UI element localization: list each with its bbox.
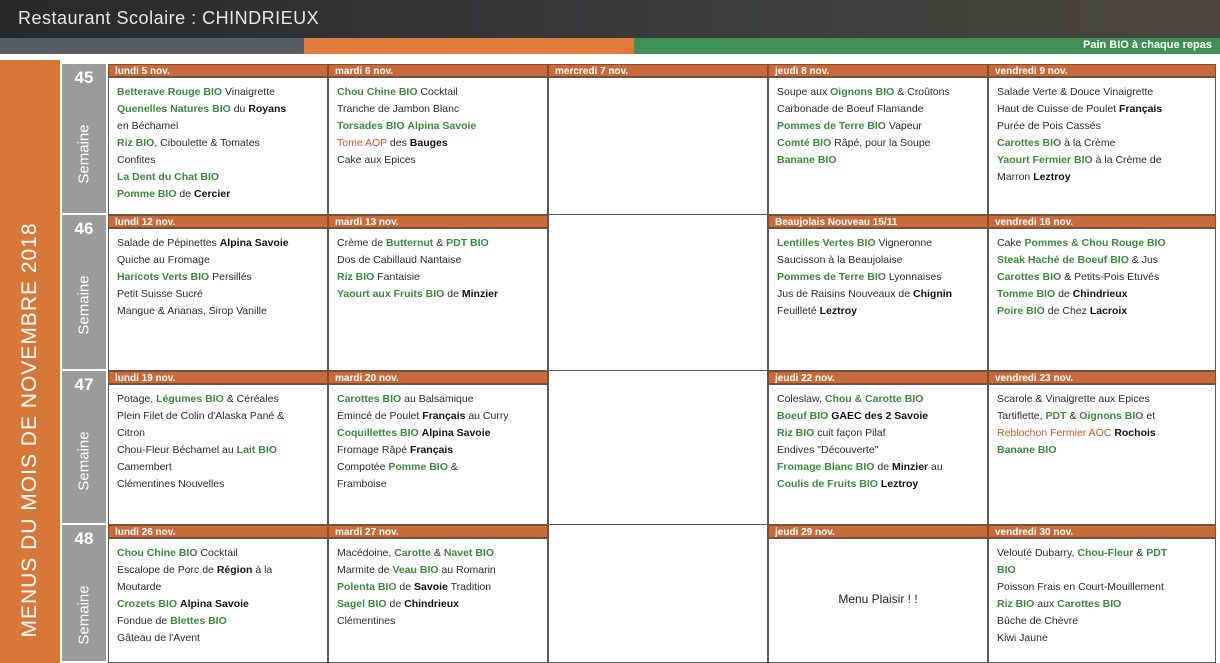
menu-item [337,84,539,101]
menu-text: Torsades BIO [337,120,405,132]
menu-text: au Balsamique [401,393,474,405]
menu-item [117,152,319,169]
day-header: jeudi 29 nov. [768,525,988,538]
menu-text: & [447,461,458,473]
menu-text: Sagel BIO [337,598,387,610]
menu-text: Framboise [337,478,387,490]
menu-text: Jus de Raisins Nouveaux de [777,288,913,300]
menu-item [997,169,1207,186]
menu-item [117,286,319,303]
menu-item [997,408,1207,425]
menu-text: de [444,288,462,300]
day-header: mardi 13 nov. [328,215,548,228]
menu-text: Lentilles Vertes BIO [777,237,876,249]
menu-text: au Romarin [438,564,496,576]
menu-text: Chou-Fleur Béchamel au [117,444,237,456]
menu-item [777,118,979,135]
menu-text: à la [252,564,273,576]
day-header: vendredi 30 nov. [988,525,1216,538]
menu-item [337,613,539,630]
menu-text: en Béchamel [117,120,179,132]
menu-text: Confites [117,154,156,166]
menu-text: Dos de Cabillaud Nantaise [337,254,462,266]
menu-cell [108,538,328,663]
menu-item [997,135,1207,152]
menu-text: Gâteau de l'Avent [117,632,200,644]
menu-text: Coulis de Fruits BIO [777,478,878,490]
menu-text: Marron [997,171,1034,183]
menu-text: Boeuf BIO [777,410,829,422]
wednesday-empty-cell [548,77,768,215]
menu-text: & Croûtons [894,86,950,98]
menu-text: Camembert [117,461,172,473]
menu-text: Petit Suisse Sucré [117,288,203,300]
menu-item [337,118,539,135]
header-stripe-orange [304,38,634,54]
menu-item [777,252,979,269]
menu-item [117,269,319,286]
wednesday-empty-cell [548,525,768,663]
menu-text: Chou-Fleur [1077,547,1134,559]
menu-text: Haut de Cuisse de Poulet [997,103,1119,115]
day-header: jeudi 8 nov. [768,64,988,77]
menu-text: & [1133,547,1147,559]
day-header: lundi 19 nov. [108,371,328,384]
menu-text: Vinaigrette [222,86,275,98]
menu-text: Plein Filet de Colin d'Alaska Pané & [117,410,285,422]
menu-text: Émincé de Poulet [337,410,423,422]
menu-item [117,169,319,186]
menu-text: & [433,237,447,249]
menu-text: Pomme BIO [117,188,177,200]
menu-item [337,286,539,303]
menu-text: Haricots Verts BIO [117,271,210,283]
menu-item [997,286,1207,303]
day-header: lundi 5 nov. [108,64,328,77]
menu-text: Velouté Dubarry, [997,547,1078,559]
menu-text: Clémentines [337,615,396,627]
menu-text: Pommes de Terre BIO [777,271,886,283]
menu-text: PDT [1045,410,1067,422]
menu-text: Fromage Râpé [337,444,410,456]
menu-text: Escalope de Porc de [117,564,217,576]
menu-item [997,596,1207,613]
week-label: Semaine [75,275,93,335]
menu-text: , Ciboulette & Tomates [154,137,260,149]
menu-item [117,252,319,269]
menu-text: Betterave Rouge BIO [117,86,223,98]
menu-cell [988,228,1216,371]
menu-text: Crozets BIO [117,598,178,610]
menu-text: Tomme BIO [997,288,1056,300]
week-marker [62,215,106,369]
month-sidebar [0,60,60,663]
menu-item [997,545,1207,562]
menu-item [777,286,979,303]
menu-item [337,596,539,613]
menu-item [337,152,539,169]
menu-cell [108,77,328,215]
menu-text: & Petits-Pois Etuvés [1061,271,1160,283]
menu-text: Comté BIO [777,137,832,149]
restaurant-title: Restaurant Scolaire : CHINDRIEUX [18,8,320,28]
menu-text: Feuilleté [777,305,820,317]
menu-text: Poire BIO [997,305,1045,317]
menu-item [337,545,539,562]
week-number: 48 [74,529,94,548]
menu-text: Purée de Pois Cassés [997,120,1101,132]
menu-cell [328,538,548,663]
menu-item [777,235,979,252]
menu-text: Coquillettes BIO [337,427,419,439]
menu-text: Région [216,564,253,576]
menu-text: Vigneronne [875,237,933,249]
menu-text: Carottes BIO [997,271,1062,283]
menu-text: Leztroy [1033,171,1071,183]
menu-text: Français [409,444,454,456]
menu-text: Quenelles Natures BIO [117,103,231,115]
menu-text: à la Crème de [1092,154,1162,166]
menu-item [117,391,319,408]
menu-item [117,596,319,613]
menu-item [997,152,1207,169]
menu-text: La Dent du Chat BIO [117,171,220,183]
menu-item [997,391,1207,408]
menu-text: Soupe aux [777,86,831,98]
menu-text: Carbonade de Boeuf Flamande [777,103,924,115]
menu-text: PDT BIO [446,237,489,249]
menu-item [117,118,319,135]
day-header: vendredi 9 nov. [988,64,1216,77]
menu-text: Yaourt aux Fruits BIO [337,288,445,300]
menu-item [997,425,1207,442]
menu-item [777,391,979,408]
menu-item [777,101,979,118]
menu-text: Cocktail [417,86,458,98]
menu-item [337,391,539,408]
menu-cell [108,228,328,371]
menu-text: aux [1034,598,1058,610]
menu-item [337,269,539,286]
menu-text: Carotte [394,547,431,559]
menu-text: Quiche au Fromage [117,254,210,266]
menu-item [337,442,539,459]
menu-text: Chou Chine BIO [337,86,418,98]
day-header: jeudi 22 nov. [768,371,988,384]
menu-text: PDT [1146,547,1168,559]
menu-item [997,562,1207,579]
menu-cell [768,538,988,663]
menu-text: & Céréales [223,393,279,405]
menu-text: au [928,461,943,473]
menu-text: Coleslaw, [777,393,825,405]
menu-text: Citron [117,427,146,439]
menu-item [777,303,979,320]
menu-text: Scarole & Vinaigrette aux Epices [997,393,1150,405]
day-header: lundi 26 nov. [108,525,328,538]
menu-text: Compotée [337,461,389,473]
header-stripe-grey [0,38,304,54]
menu-text: Bûche de Chèvre [997,615,1079,627]
day-header: mardi 20 nov. [328,371,548,384]
menu-text: & Jus [1128,254,1159,266]
menu-text: Clémentines Nouvelles [117,478,225,490]
menu-text: et [1143,410,1156,422]
menu-item [337,235,539,252]
menu-text: Poisson Frais en Court-Mouillement [997,581,1164,593]
menu-item [117,459,319,476]
menu-item [997,613,1207,630]
menu-text: Potage, [117,393,157,405]
wednesday-empty-cell [548,215,768,371]
menu-cell [988,538,1216,663]
week-marker [62,525,106,661]
menu-text: Pomme BIO [388,461,448,473]
menu-item [997,630,1207,647]
menu-text: Alpina Savoie [407,120,477,132]
menu-item [337,459,539,476]
menu-text: Chindrieux [1072,288,1128,300]
menu-text: Chou Chine BIO [117,547,198,559]
week-number: 45 [74,68,94,87]
day-header: mardi 6 nov. [328,64,548,77]
week-marker [62,371,106,523]
menu-text: Saucisson à la Beaujolaise [777,254,903,266]
menu-item [117,630,319,647]
menu-item [117,408,319,425]
menu-text: Tradition [447,581,492,593]
menu-item [997,442,1207,459]
menu-text: Blettes BIO [170,615,227,627]
menu-text: Lyonnaises [885,271,942,283]
menu-plaisir: Menu Plaisir ! ! [838,592,918,606]
day-header: lundi 12 nov. [108,215,328,228]
menu-text: Navet BIO [443,547,494,559]
menu-text: Veau BIO [392,564,439,576]
menu-item [777,152,979,169]
menu-text: Fromage Blanc BIO [777,461,875,473]
menu-text: Salade Verte & Douce Vinaigrette [997,86,1154,98]
menu-item [337,252,539,269]
menu-text: Banane BIO [777,154,837,166]
menu-item [777,459,979,476]
week-number: 47 [74,375,94,394]
menu-item [117,186,319,203]
menu-item [117,579,319,596]
menu-item [997,235,1207,252]
menu-cell [988,384,1216,525]
menu-item [777,476,979,493]
menu-item [337,476,539,493]
menu-text: Râpé, pour la Soupe [831,137,931,149]
menu-text: Mangue & Ananas, Sirop Vanille [117,305,267,317]
menu-item [997,118,1207,135]
menu-text: Minzier [461,288,499,300]
menu-item [117,84,319,101]
menu-text: Steak Haché de Boeuf BIO [997,254,1129,266]
menu-text: Lacroix [1089,305,1128,317]
menu-item [117,545,319,562]
menu-text: Moutarde [117,581,162,593]
menu-item [337,135,539,152]
week-label: Semaine [75,585,93,645]
menu-text: Endives "Découverte" [777,444,879,456]
menu-item [117,425,319,442]
menu-text: Alpina Savoie [180,598,249,610]
menu-text: Riz BIO [337,271,375,283]
menu-item [777,269,979,286]
menu-item [337,408,539,425]
menu-text: des [387,137,410,149]
menu-item [777,408,979,425]
menu-cell [768,77,988,215]
menu-text: cuit façon Pilaf [814,427,886,439]
menu-text: GAEC des 2 Savoie [831,410,929,422]
menu-text: Vapeur [885,120,922,132]
menu-text: Cercier [194,188,231,200]
day-header: vendredi 23 nov. [988,371,1216,384]
menu-text: Banane BIO [997,444,1057,456]
menu-text: Carottes BIO [337,393,402,405]
menu-text: Leztroy [880,478,919,490]
menu-text: Tartiflette, [997,410,1046,422]
menu-text: Légumes BIO [156,393,224,405]
menu-text: Cake aux Epices [337,154,416,166]
menu-text: à la Crème [1061,137,1116,149]
menu-cell [328,228,548,371]
menu-text: Alpina Savoie [219,237,289,249]
menu-text: Butternut [386,237,434,249]
menu-text: Carottes BIO [1057,598,1122,610]
day-header: mercredi 7 nov. [548,64,768,77]
menu-text: de [396,581,415,593]
menu-item [117,135,319,152]
menu-text: Riz BIO [997,598,1035,610]
menu-text: Alpina Savoie [421,427,491,439]
menu-item [337,579,539,596]
menu-text: Français [1119,103,1163,115]
menu-text: de Chez [1044,305,1090,317]
menu-text: & [430,547,444,559]
menu-item [117,613,319,630]
menu-item [997,252,1207,269]
menu-text: Marmite de [337,564,393,576]
menu-cell [108,384,328,525]
menu-item [117,562,319,579]
menu-text: Chindrieux [404,598,459,610]
menu-text: Carottes BIO [997,137,1062,149]
menu-text: Macédoine, [337,547,395,559]
menu-item [337,562,539,579]
menu-item [997,579,1207,596]
menu-cell [768,228,988,371]
menu-cell [988,77,1216,215]
menu-text: Chignin [913,288,953,300]
menu-text: Persillés [209,271,252,283]
menu-text: Oignons BIO [830,86,895,98]
menu-text: Savoie [414,581,448,593]
menu-item [117,303,319,320]
menu-text: Bauges [409,137,448,149]
menu-cell [328,384,548,525]
menu-text: BIO [997,564,1016,576]
day-header: mardi 27 nov. [328,525,548,538]
menu-item [997,269,1207,286]
menu-item [777,84,979,101]
menu-text: de [1055,288,1073,300]
menu-text: Reblochon Fermier AOC [997,427,1112,439]
menu-text: Cake [997,237,1025,249]
week-label: Semaine [75,124,93,184]
menu-text: Rochois [1114,427,1156,439]
week-marker [62,64,106,213]
menu-text: de [176,188,195,200]
menu-text: Kiwi Jaune [997,632,1048,644]
menu-text: Riz BIO [117,137,155,149]
menu-text: Oignons BIO [1079,410,1144,422]
menu-item [117,101,319,118]
menu-text: Pommes de Terre BIO [777,120,886,132]
menu-text: au Curry [465,410,509,422]
menu-text: Riz BIO [777,427,815,439]
menu-cell [328,77,548,215]
menu-text: Leztroy [819,305,857,317]
day-header: Beaujolais Nouveau 15/11 [768,215,988,228]
menu-text: Tranche de Jambon Blanc [337,103,460,115]
menu-text: Lait BIO [236,444,277,456]
menu-item [117,442,319,459]
menu-item [997,303,1207,320]
menu-text: & [1066,410,1080,422]
menu-text: Polenta BIO [337,581,397,593]
bio-bread-note: Pain BIO à chaque repas [1083,39,1212,51]
menu-text: de [386,598,405,610]
menu-item [117,235,319,252]
menu-text: Chou & Carotte BIO [824,393,924,405]
menu-text: Français [422,410,466,422]
menu-item [777,425,979,442]
menu-item [997,84,1207,101]
wednesday-empty-cell [548,371,768,525]
menu-text: Minzier [891,461,929,473]
week-number: 46 [74,219,94,238]
menu-item [337,101,539,118]
page-header [0,0,1220,38]
menu-item [777,442,979,459]
day-header: vendredi 16 nov. [988,215,1216,228]
menu-text: Yaourt Fermier BIO [997,154,1093,166]
menu-text: Tome AOP [337,137,387,149]
menu-item [117,476,319,493]
menu-text: de [874,461,892,473]
menu-item [997,101,1207,118]
menu-text: Fantaisie [374,271,420,283]
menu-text: du [230,103,249,115]
menu-text: Royans [248,103,287,115]
month-title: MENUS DU MOIS DE NOVEMBRE 2018 [18,222,41,638]
menu-item [777,135,979,152]
menu-item [337,425,539,442]
menu-text: Cocktail [197,547,238,559]
menu-text: Salade de Pépinettes [117,237,220,249]
menu-cell [768,384,988,525]
menu-text: Crème de [337,237,387,249]
menu-text: Fondue de [117,615,171,627]
week-label: Semaine [75,431,93,491]
menu-text: Pommes & Chou Rouge BIO [1024,237,1166,249]
